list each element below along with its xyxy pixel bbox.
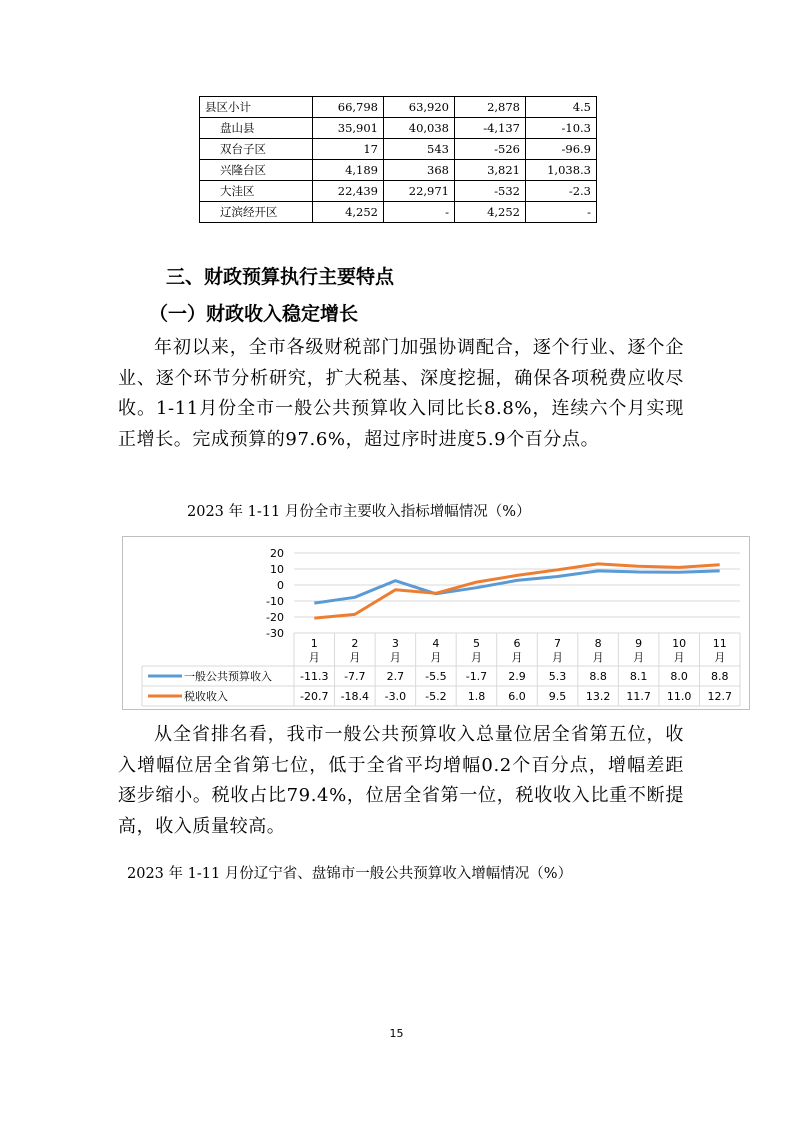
x-tick-label: 11: [712, 637, 727, 650]
cell: 368: [384, 160, 455, 181]
y-tick-label: 10: [270, 563, 284, 576]
data-label: 8.8: [710, 670, 729, 683]
revenue-growth-chart: [122, 536, 750, 710]
x-tick-unit: 月: [349, 651, 361, 664]
data-label: 9.5: [548, 690, 567, 703]
x-tick-unit: 月: [430, 651, 442, 664]
cell: 4,189: [313, 160, 384, 181]
x-tick-label: 1: [310, 637, 318, 650]
data-label: 8.1: [629, 670, 648, 683]
county-revenue-table: [199, 96, 597, 223]
data-label: 11.0: [666, 690, 692, 703]
subsection-heading: （一）财政收入稳定增长: [149, 303, 359, 325]
x-tick-unit: 月: [552, 651, 564, 664]
chart-caption: 2023 年 1-11 月份全市主要收入指标增幅情况（%）: [187, 504, 531, 520]
data-label: 8.8: [589, 670, 607, 683]
x-tick-label: 5: [472, 637, 480, 650]
y-tick-label: 20: [270, 547, 284, 560]
cell: 3,821: [455, 160, 526, 181]
x-tick-label: 10: [672, 637, 687, 650]
y-tick-label: -30: [266, 627, 284, 640]
cell: 66,798: [313, 97, 384, 118]
y-tick-label: -20: [266, 611, 284, 624]
cell: -2.3: [526, 181, 597, 202]
y-tick-label: -10: [266, 595, 284, 608]
row-name: 兴隆台区: [200, 160, 313, 181]
x-tick-unit: 月: [673, 651, 685, 664]
legend-label: 一般公共预算收入: [184, 670, 272, 683]
table-row: [200, 181, 597, 202]
x-tick-unit: 月: [389, 651, 401, 664]
x-tick-label: 9: [635, 637, 643, 650]
table-row: [200, 97, 597, 118]
data-label: 11.7: [626, 690, 651, 703]
data-label: -11.3: [300, 670, 329, 683]
cell: -96.9: [526, 139, 597, 160]
cell: 4,252: [455, 202, 526, 223]
data-label: -7.7: [344, 670, 366, 683]
data-label: -18.4: [340, 690, 370, 703]
table-row: [200, 202, 597, 223]
data-label: 2.9: [508, 670, 526, 683]
data-label: -5.5: [425, 670, 447, 683]
data-label: 12.7: [707, 690, 732, 703]
x-tick-label: 3: [391, 637, 399, 650]
row-name: 双台子区: [200, 139, 313, 160]
x-tick-unit: 月: [511, 651, 523, 664]
y-tick-label: 0: [277, 579, 284, 592]
data-label: 5.3: [548, 670, 567, 683]
x-tick-label: 8: [594, 637, 602, 650]
x-tick-unit: 月: [470, 651, 482, 664]
data-label: -5.2: [425, 690, 447, 703]
row-name: 盘山县: [200, 118, 313, 139]
cell: 63,920: [384, 97, 455, 118]
cell: 22,439: [313, 181, 384, 202]
cell: -10.3: [526, 118, 597, 139]
cell: 2,878: [455, 97, 526, 118]
cell: 4,252: [313, 202, 384, 223]
row-name: 大洼区: [200, 181, 313, 202]
x-tick-label: 4: [432, 637, 440, 650]
table-row: [200, 160, 597, 181]
row-name: 辽滨经开区: [200, 202, 313, 223]
cell: 40,038: [384, 118, 455, 139]
x-tick-unit: 月: [308, 651, 320, 664]
data-label: -20.7: [300, 690, 329, 703]
data-label: 8.0: [670, 670, 688, 683]
cell: -526: [455, 139, 526, 160]
x-tick-unit: 月: [633, 651, 645, 664]
body-paragraph: 从全省排名看，我市一般公共预算收入总量位居全省第五位，收入增幅位居全省第七位，低于全省平均增幅0.2个百分点，增幅差距逐步缩小。税收占比79.4%，位居全省第一位，税收收入比重不断提高，收入质量较高。: [118, 724, 684, 837]
page-number: 15: [389, 1027, 404, 1040]
row-name: 县区小计: [200, 97, 313, 118]
data-label: 6.0: [508, 690, 526, 703]
cell: 22,971: [384, 181, 455, 202]
cell: -4,137: [455, 118, 526, 139]
x-tick-unit: 月: [592, 651, 604, 664]
cell: 17: [313, 139, 384, 160]
second-chart-caption: 2023 年 1-11 月份辽宁省、盘锦市一般公共预算收入增幅情况（%）: [127, 866, 573, 882]
cell: -: [384, 202, 455, 223]
x-tick-label: 2: [351, 637, 359, 650]
legend-label: 税收收入: [184, 690, 228, 703]
data-label: -1.7: [465, 670, 488, 683]
cell: -532: [455, 181, 526, 202]
chart-svg: [123, 537, 751, 711]
table-row: [200, 118, 597, 139]
table-row: [200, 139, 597, 160]
cell: -: [526, 202, 597, 223]
data-label: 2.7: [386, 670, 405, 683]
cell: 35,901: [313, 118, 384, 139]
x-tick-label: 7: [554, 637, 562, 650]
x-tick-label: 6: [513, 637, 521, 650]
data-label: 1.8: [467, 690, 486, 703]
cell: 4.5: [526, 97, 597, 118]
x-tick-unit: 月: [714, 651, 726, 664]
body-paragraph: 年初以来，全市各级财税部门加强协调配合，逐个行业、逐个企业、逐个环节分析研究，扩大税基、深度挖掘，确保各项税费应收尽收。1-11月份全市一般公共预算收入同比长8.8%，连续六个月实现正增长。完成预算的97.6%，超过序时进度5.9个百分点。: [118, 337, 684, 450]
cell: 543: [384, 139, 455, 160]
cell: 1,038.3: [526, 160, 597, 181]
data-label: -3.0: [384, 690, 407, 703]
section-heading: 三、财政预算执行主要特点: [166, 266, 395, 288]
data-label: 13.2: [585, 690, 611, 703]
